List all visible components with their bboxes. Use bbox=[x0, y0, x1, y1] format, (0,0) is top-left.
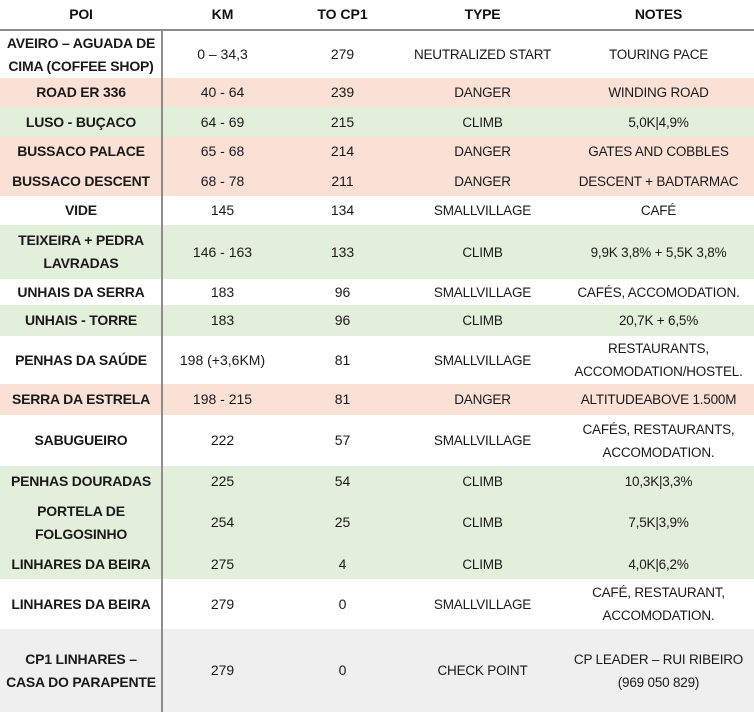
table-row bbox=[0, 579, 754, 629]
to-cp1-cell: 4 bbox=[338, 555, 347, 572]
km-cell: 0 – 34,3 bbox=[197, 46, 248, 62]
type-cell: DANGER bbox=[454, 144, 511, 159]
table-row bbox=[0, 107, 754, 137]
poi-cell: UNHAIS DA SERRA bbox=[17, 283, 145, 300]
to-cp1-cell: 211 bbox=[331, 172, 354, 189]
to-cp1-cell: 81 bbox=[334, 391, 351, 407]
poi-cell: SABUGUEIRO bbox=[34, 432, 128, 448]
km-cell: 40 - 64 bbox=[200, 84, 245, 100]
header-notes: NOTES bbox=[634, 6, 683, 22]
table-row bbox=[0, 384, 754, 415]
poi-column-divider bbox=[161, 30, 163, 712]
poi-cell: VIDE bbox=[65, 202, 97, 218]
table-row bbox=[0, 31, 754, 78]
notes-cell: RESTAURANTS, ACCOMODATION/HOSTEL. bbox=[574, 341, 743, 379]
km-cell: 65 - 68 bbox=[200, 143, 245, 159]
poi-cell: LINHARES DA BEIRA bbox=[11, 555, 151, 572]
header-type: TYPE bbox=[464, 6, 501, 22]
notes-cell: 20,7K + 6,5% bbox=[618, 313, 699, 328]
notes-cell: 4,0K|6,2% bbox=[628, 556, 689, 572]
poi-cell: PENHAS DA SAÚDE bbox=[15, 351, 147, 368]
km-cell: 254 bbox=[210, 514, 235, 530]
poi-cell: PORTELA DE FOLGOSINHO bbox=[34, 502, 128, 542]
type-cell: CLIMB bbox=[462, 114, 503, 130]
type-cell: SMALLVILLAGE bbox=[433, 203, 532, 218]
to-cp1-cell: 214 bbox=[330, 143, 355, 159]
km-cell: 183 bbox=[210, 283, 235, 300]
poi-cell: LINHARES DA BEIRA bbox=[11, 595, 151, 612]
km-cell: 225 bbox=[210, 472, 235, 489]
table-row bbox=[0, 137, 754, 166]
notes-cell: 9,9K 3,8% + 5,5K 3,8% bbox=[590, 244, 727, 260]
type-cell: SMALLVILLAGE bbox=[433, 352, 532, 368]
km-cell: 183 bbox=[210, 312, 235, 328]
table-row bbox=[0, 336, 754, 384]
notes-cell: DESCENT + BADTARMAC bbox=[578, 173, 739, 189]
poi-cell: ROAD ER 336 bbox=[36, 84, 126, 100]
table-row bbox=[0, 549, 754, 579]
poi-cell: BUSSACO PALACE bbox=[17, 143, 145, 159]
poi-cell: LUSO - BUÇACO bbox=[25, 113, 137, 130]
table-row bbox=[0, 629, 754, 712]
km-cell: 279 bbox=[210, 595, 235, 612]
type-cell: DANGER bbox=[454, 85, 511, 100]
header-km: KM bbox=[211, 6, 234, 22]
table-row bbox=[0, 305, 754, 336]
table-row bbox=[0, 78, 754, 107]
type-cell: CHECK POINT bbox=[437, 663, 528, 678]
table-row bbox=[0, 415, 754, 466]
poi-cell: BUSSACO DESCENT bbox=[12, 172, 150, 189]
to-cp1-cell: 96 bbox=[334, 283, 351, 300]
type-cell: SMALLVILLAGE bbox=[433, 284, 532, 300]
type-cell: SMALLVILLAGE bbox=[433, 433, 532, 448]
notes-cell: 10,3K|3,3% bbox=[624, 473, 693, 489]
table-row bbox=[0, 496, 754, 549]
to-cp1-cell: 239 bbox=[330, 84, 355, 100]
table-row bbox=[0, 196, 754, 225]
notes-cell: GATES AND COBBLES bbox=[588, 144, 729, 159]
notes-cell: CAFÉ, RESTAURANT, ACCOMODATION. bbox=[592, 585, 725, 623]
to-cp1-cell: 96 bbox=[334, 312, 351, 328]
to-cp1-cell: 81 bbox=[334, 351, 351, 368]
type-cell: CLIMB bbox=[462, 313, 503, 328]
type-cell: CLIMB bbox=[462, 556, 503, 572]
to-cp1-cell: 133 bbox=[330, 243, 355, 260]
type-cell: CLIMB bbox=[462, 515, 503, 530]
km-cell: 222 bbox=[210, 432, 235, 448]
notes-cell: CP LEADER – RUI RIBEIRO (969 050 829) bbox=[573, 651, 744, 690]
km-cell: 198 - 215 bbox=[192, 391, 253, 407]
type-cell: DANGER bbox=[454, 173, 511, 189]
to-cp1-cell: 279 bbox=[330, 46, 355, 62]
poi-cell: PENHAS DOURADAS bbox=[10, 472, 152, 489]
type-cell: CLIMB bbox=[462, 473, 503, 489]
type-cell: NEUTRALIZED START bbox=[413, 47, 552, 62]
type-cell: DANGER bbox=[454, 392, 511, 407]
poi-cell: AVEIRO – AGUADA DE CIMA (COFFEE SHOP) bbox=[6, 34, 156, 74]
notes-cell: ALTITUDEABOVE 1.500M bbox=[580, 392, 737, 407]
notes-cell: CAFÉS, RESTAURANTS, ACCOMODATION. bbox=[582, 421, 735, 460]
to-cp1-cell: 54 bbox=[334, 472, 351, 489]
to-cp1-cell: 25 bbox=[334, 514, 351, 530]
notes-cell: 5,0K|4,9% bbox=[628, 114, 689, 130]
table-row bbox=[0, 466, 754, 496]
table-header-row bbox=[0, 0, 754, 29]
type-cell: SMALLVILLAGE bbox=[433, 596, 532, 612]
km-cell: 146 - 163 bbox=[192, 243, 253, 260]
table-row bbox=[0, 166, 754, 196]
notes-cell: 7,5K|3,9% bbox=[628, 515, 689, 530]
km-cell: 275 bbox=[210, 555, 235, 572]
to-cp1-cell: 0 bbox=[338, 595, 347, 612]
to-cp1-cell: 134 bbox=[330, 202, 355, 218]
km-cell: 279 bbox=[210, 662, 235, 678]
poi-cell: TEIXEIRA + PEDRA LAVRADAS bbox=[18, 232, 144, 271]
km-cell: 64 - 69 bbox=[200, 113, 245, 130]
header-divider bbox=[0, 29, 754, 31]
to-cp1-cell: 57 bbox=[334, 432, 351, 448]
km-cell: 145 bbox=[210, 202, 235, 218]
table-row bbox=[0, 225, 754, 279]
to-cp1-cell: 215 bbox=[330, 113, 355, 130]
type-cell: CLIMB bbox=[462, 244, 503, 260]
notes-cell: WINDING ROAD bbox=[608, 85, 709, 100]
header-poi: POI bbox=[69, 6, 93, 22]
km-cell: 68 - 78 bbox=[200, 172, 245, 189]
notes-cell: CAFÉS, ACCOMODATION. bbox=[577, 284, 740, 300]
poi-cell: SERRA DA ESTRELA bbox=[11, 391, 151, 407]
poi-cell: UNHAIS - TORRE bbox=[24, 312, 138, 328]
table-row bbox=[0, 279, 754, 305]
notes-cell: TOURING PACE bbox=[608, 47, 709, 62]
poi-cell: CP1 LINHARES – CASA DO PARAPENTE bbox=[6, 650, 156, 690]
notes-cell: CAFÉ bbox=[640, 203, 677, 218]
to-cp1-cell: 0 bbox=[338, 662, 347, 678]
header-to-cp1: TO CP1 bbox=[317, 6, 368, 22]
km-cell: 198 (+3,6KM) bbox=[179, 351, 266, 368]
